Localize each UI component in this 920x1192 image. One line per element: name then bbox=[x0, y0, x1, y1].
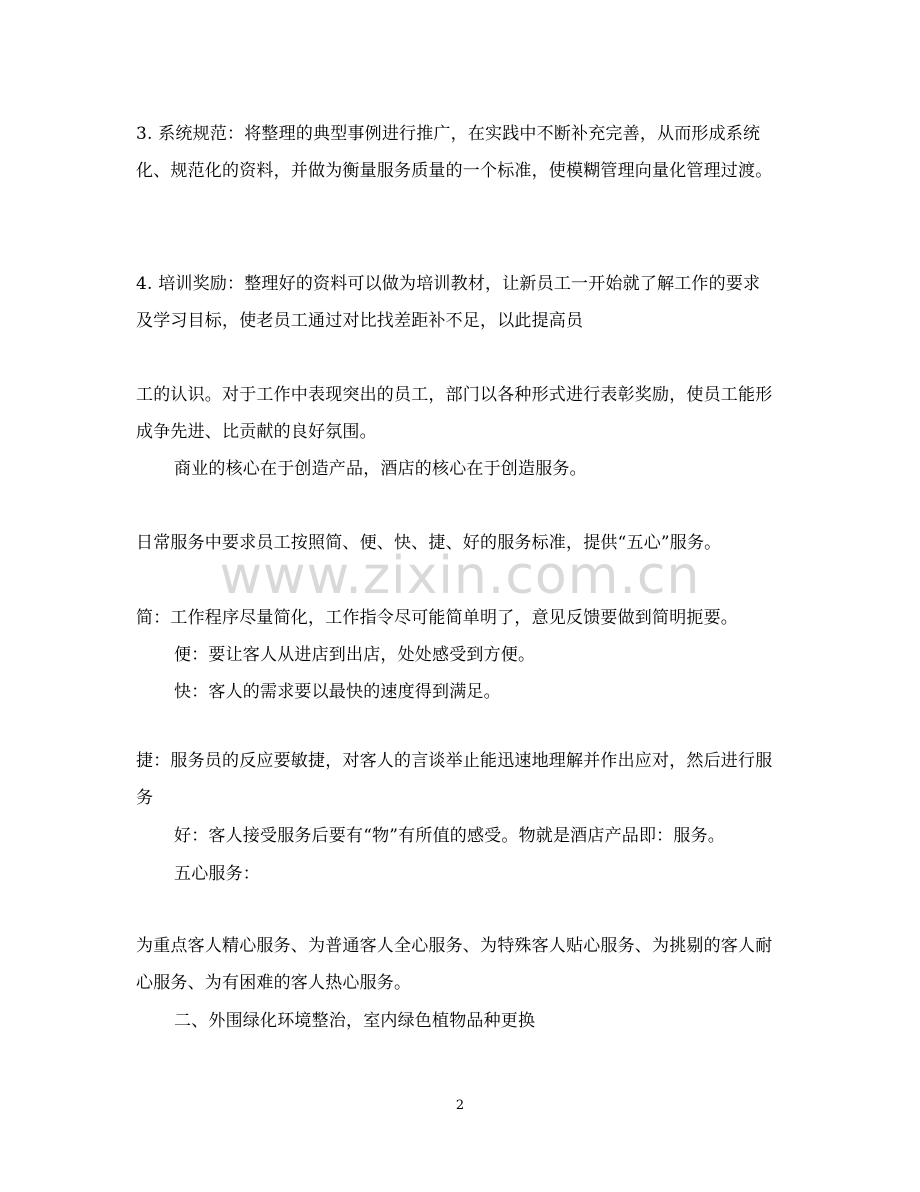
paragraph-system-standard: 3. 系统规范：将整理的典型事例进行推广，在实践中不断补充完善，从而形成系统化、规范化的资料，并做为衡量服务质量的一个标准，使模糊管理向量化管理过渡。 bbox=[136, 124, 773, 181]
paragraph-fast: 快：客人的需求要以最快的速度得到满足。 bbox=[174, 682, 501, 702]
paragraph-greening: 二、外围绿化环境整治，室内绿色植物品种更换 bbox=[174, 1011, 536, 1031]
paragraph-training-reward: 4. 培训奖励：整理好的资料可以做为培训教材，让新员工一开始就了解工作的要求及学习目标，使老员工通过对比找差距补不足，以此提高员 bbox=[136, 274, 761, 331]
paragraph-daily-service: 日常服务中要求员工按照简、便、快、捷、好的服务标准，提供“五心”服务。 bbox=[136, 533, 722, 553]
watermark: www.zixin.com.cn bbox=[219, 546, 701, 606]
paragraph-five-heart-heading: 五心服务： bbox=[174, 864, 260, 884]
paragraph-simple: 简：工作程序尽量简化，工作指令尽可能简单明了，意见反馈要做到简明扼要。 bbox=[136, 608, 738, 628]
paragraph-staff-recognition: 工的认识。对于工作中表现突出的员工，部门以各种形式进行表彰奖励，使员工能形成争先进、比贡献的良好氛围。 bbox=[136, 385, 773, 442]
paragraph-convenient: 便：要让客人从进店到出店，处处感受到方便。 bbox=[174, 645, 536, 665]
paragraph-business-core: 商业的核心在于创造产品，酒店的核心在于创造服务。 bbox=[174, 459, 587, 479]
page-number: 2 bbox=[455, 1098, 465, 1113]
paragraph-good: 好：客人接受服务后要有“物”有所值的感受。物就是酒店产品即：服务。 bbox=[174, 826, 725, 846]
paragraph-quick-response: 捷：服务员的反应要敏捷，对客人的言谈举止能迅速地理解并作出应对，然后进行服务 bbox=[136, 751, 773, 808]
paragraph-five-heart-detail: 为重点客人精心服务、为普通客人全心服务、为特殊客人贴心服务、为挑剔的客人耐心服务、为有困难的客人热心服务。 bbox=[136, 936, 773, 993]
